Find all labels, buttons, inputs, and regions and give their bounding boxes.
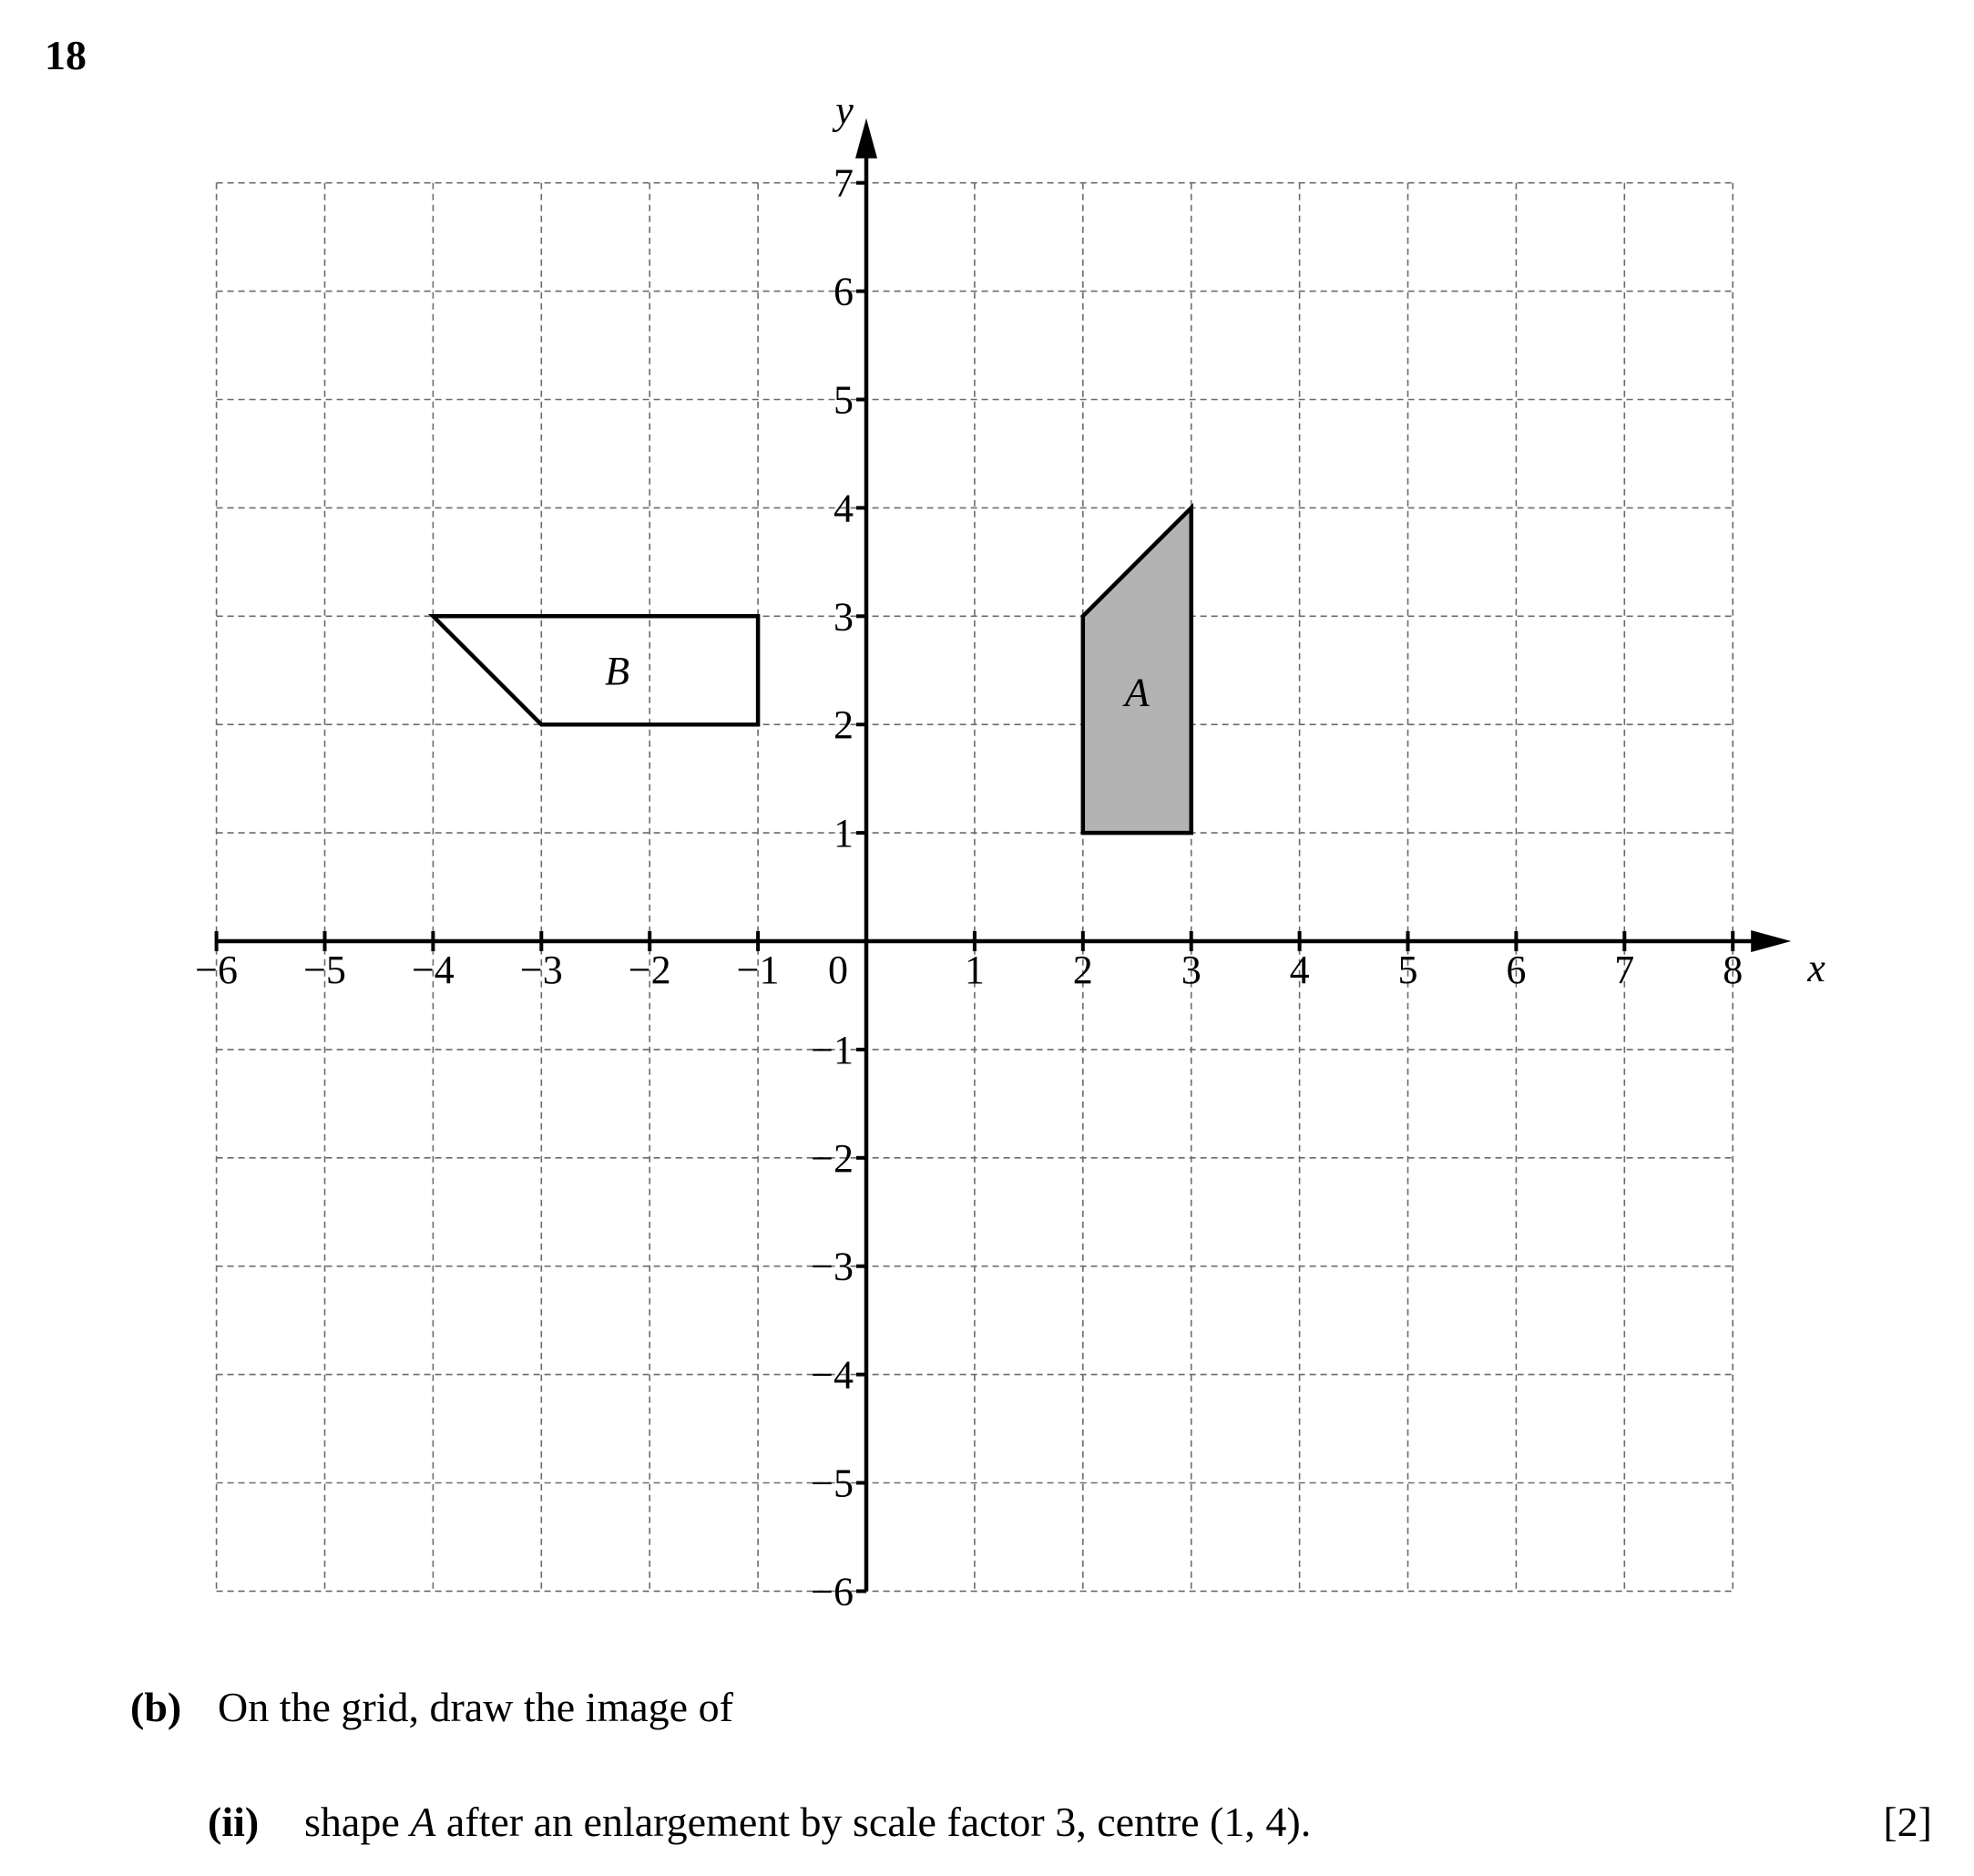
labels-layer xyxy=(195,88,1826,1615)
x-tick-label: 3 xyxy=(1181,948,1202,992)
part-ii-text-after: after an enlargement by scale factor 3, centre (1, 4). xyxy=(435,1799,1312,1845)
x-tick-label: −2 xyxy=(628,948,671,992)
x-tick-label: −5 xyxy=(303,948,346,992)
y-tick-label: 2 xyxy=(834,702,854,748)
y-tick-label: 5 xyxy=(834,377,854,423)
x-tick-label: 5 xyxy=(1397,948,1418,992)
x-tick-label: −1 xyxy=(736,948,780,992)
shapes-layer xyxy=(433,507,1191,833)
part-ii-label: (ii) xyxy=(208,1799,260,1845)
y-tick-label: 6 xyxy=(834,269,854,314)
part-ii-text-before: shape xyxy=(304,1799,411,1845)
x-tick-label: 7 xyxy=(1614,948,1635,992)
y-tick-label: 4 xyxy=(834,486,854,531)
x-tick-label: 2 xyxy=(1072,948,1093,992)
y-tick-label: −2 xyxy=(811,1135,854,1181)
y-tick-label: 3 xyxy=(834,594,854,640)
y-axis-arrow xyxy=(855,118,877,159)
axes-layer xyxy=(217,118,1792,1592)
x-tick-label: 4 xyxy=(1289,948,1310,992)
marks-allocation: [2] xyxy=(1883,1799,1932,1845)
part-b xyxy=(130,1683,733,1731)
part-ii xyxy=(208,1798,1311,1846)
x-tick-label: 1 xyxy=(964,948,985,992)
x-tick-label: −3 xyxy=(519,948,563,992)
y-tick-label: −1 xyxy=(811,1027,854,1072)
y-tick-label: 7 xyxy=(834,160,854,206)
x-tick-label: 8 xyxy=(1723,948,1744,992)
x-axis-arrow xyxy=(1751,930,1791,952)
x-axis-name: x xyxy=(1807,946,1826,990)
y-tick-label: −5 xyxy=(811,1461,854,1506)
y-tick-label: −4 xyxy=(811,1352,854,1398)
question-number: 18 xyxy=(45,32,87,78)
y-tick-label: −6 xyxy=(811,1569,854,1615)
grid-lines xyxy=(217,183,1734,1592)
part-b-text: On the grid, draw the image of xyxy=(218,1684,733,1730)
part-ii-shape-ref: A xyxy=(410,1799,436,1845)
origin-label: 0 xyxy=(828,948,848,992)
shape-label-b: B xyxy=(605,648,629,693)
part-b-label: (b) xyxy=(130,1684,182,1730)
x-tick-label: −6 xyxy=(195,948,239,992)
y-tick-label: 1 xyxy=(834,811,854,856)
x-tick-label: −4 xyxy=(411,948,455,992)
y-axis-name: y xyxy=(835,87,854,133)
y-tick-label: −3 xyxy=(811,1244,854,1289)
shape-label-a: A xyxy=(1124,670,1150,715)
shape-b xyxy=(433,616,758,724)
x-tick-label: 6 xyxy=(1506,948,1527,992)
